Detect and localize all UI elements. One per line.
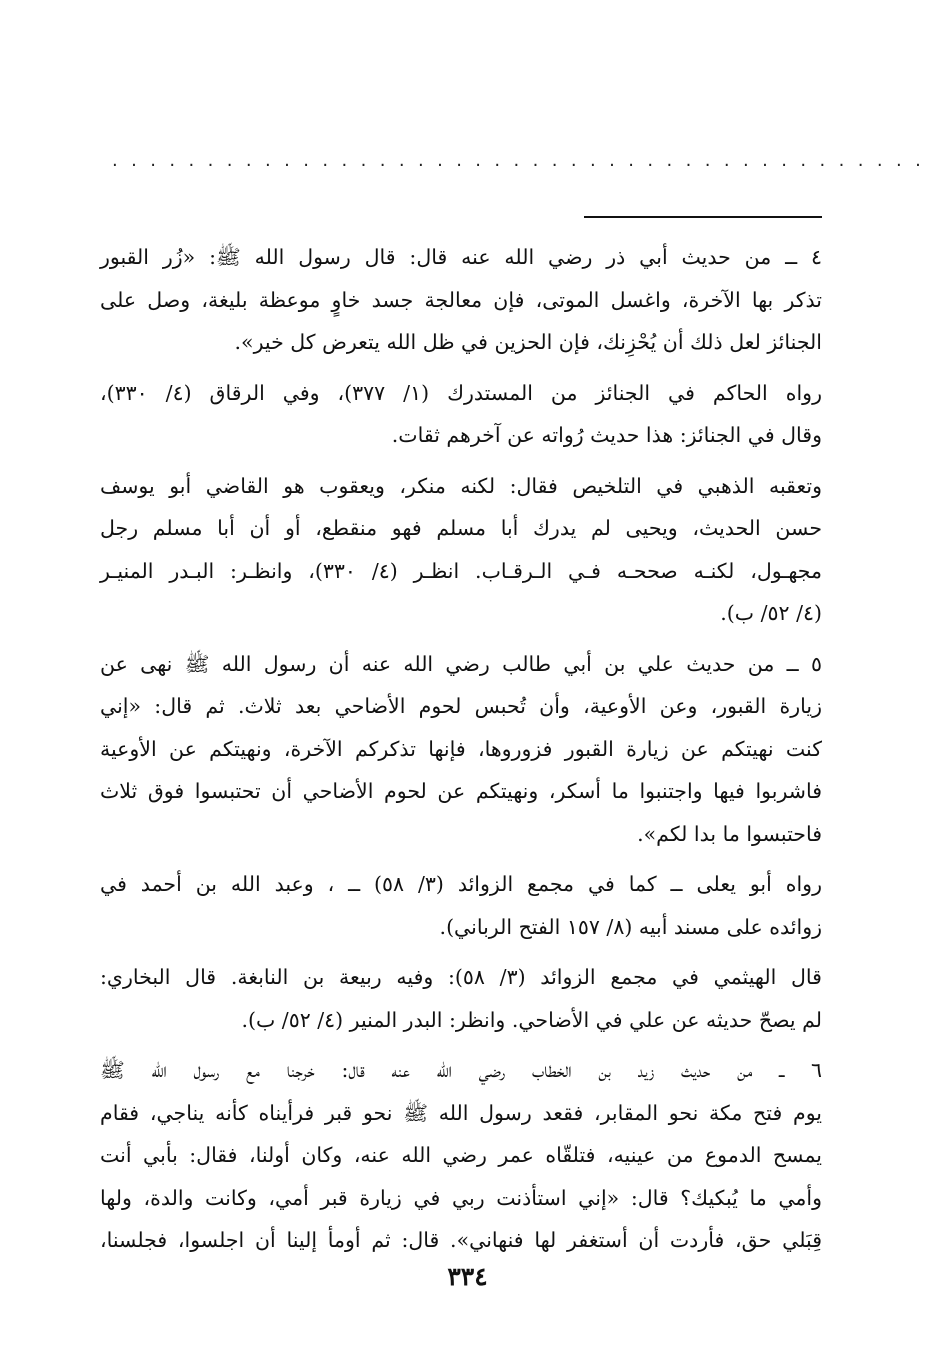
- footnote-rule: [584, 216, 822, 218]
- text-line: فاشربوا فيها واجتنبوا ما أسكر، ونهيتكم عن لحوم الأضاحي أن تحتبسوا فوق ثلاث: [100, 779, 822, 803]
- paragraph-haythami: [100, 956, 822, 1041]
- text-line: الجنائز لعل ذلك أن يُحْزِنك، فإن الحزين في ظل الله يتعرض كل خير».: [234, 330, 822, 354]
- text-line: ٤ ــ من حديث أبي ذر رضي الله عنه قال: قال رسول الله ﷺ: «زُر القبور: [100, 245, 822, 269]
- footnote-text: [100, 236, 822, 1270]
- page-number: ٣٣٤: [447, 1262, 488, 1291]
- text-line: وتعقبه الذهبي في التلخيص فقال: لكنه منكر، ويعقوب هو القاضي أبو يوسف: [100, 473, 822, 498]
- paragraph-hakim: [100, 372, 822, 457]
- text-line: رواه أبو يعلى ــ كما في مجمع الزوائد (٣/ ٥٨) ــ ، وعبد الله بن أحمد في: [100, 872, 822, 896]
- paragraph-hadith-6: [100, 1049, 822, 1262]
- text-line: قال الهيثمي في مجمع الزوائد (٣/ ٥٨): وفيه ربيعة بن النابغة. قال البخاري:: [100, 965, 822, 989]
- text-line: ٥ ــ من حديث علي بن أبي طالب رضي الله عنه أن رسول الله ﷺ نهى عن: [100, 651, 822, 676]
- text-line: قِبَلي حق، فأردت أن أستغفر لها فنهاني». قال: ثم أومأ إلينا أن اجلسوا، فجلسنا،: [100, 1228, 822, 1252]
- text-line: ٦ ــ من حديث زيد بن الخطاب رضي الله عنه قال: خرجنا مع رسول الله ﷺ: [100, 1058, 822, 1082]
- text-line: (٤/ ٥٢/ ب).: [720, 601, 822, 625]
- text-line: كنت نهيتكم عن زيارة القبور فزوروها، فإنها تذكركم الآخرة، ونهيتكم عن الأوعية: [100, 736, 822, 761]
- text-line: زوائده على مسند أبيه (٨/ ١٥٧ الفتح الرباني).: [439, 914, 822, 939]
- text-line: مجهـول، لكنـه صححـه فـي الـرقـاب. انظـر (٤/ ٣٣٠)، وانظـر: البـدر المنيـر: [100, 558, 822, 583]
- paragraph-hadith-4: [100, 236, 822, 364]
- text-line: يمسح الدموع من عينيه، فتلقّاه عمر رضي الله عنه، وكان أولنا، فقال: بأبي أنت: [100, 1143, 822, 1167]
- text-line: تذكر بها الآخرة، واغسل الموتى، فإن معالجة جسد خاوٍ موعظة بليغة، وصل على: [100, 287, 822, 312]
- text-line: حسن الحديث، ويحيى لم يدرك أبا مسلم فهو منقطع، أو أن أبا مسلم رجل: [100, 516, 822, 540]
- paragraph-dhahabi: [100, 465, 822, 635]
- paragraph-abu-yala: [100, 863, 822, 948]
- text-line: زيارة القبور، وعن الأوعية، وأن تُحبس لحوم الأضاحي بعد ثلاث. ثم قال: «إني: [100, 694, 822, 718]
- text-line: لم يصحّ حديثه عن علي في الأضاحي. وانظر: البدر المنير (٤/ ٥٢/ ب).: [241, 1007, 822, 1032]
- text-line: رواه الحاكم في الجنائز من المستدرك (١/ ٣٧٧)، وفي الرقاق (٤/ ٣٣٠)،: [100, 380, 822, 405]
- dotted-separator: ...........................................: [112, 150, 935, 171]
- text-line: فاحتبسوا ما بدا لكم».: [637, 821, 822, 846]
- paragraph-hadith-5: [100, 643, 822, 856]
- text-line: وأمي ما يُبكيك؟ قال: «إني استأذنت ربي في زيارة قبر أمي، وكانت والدة، ولها: [100, 1185, 822, 1210]
- text-line: يوم فتح مكة نحو المقابر، فقعد رسول الله ﷺ نحو قبر فرأيناه كأنه يناجي، فقام: [100, 1100, 822, 1125]
- text-line: وقال في الجنائز: هذا حديث رُواته عن آخرهم ثقات.: [391, 423, 822, 447]
